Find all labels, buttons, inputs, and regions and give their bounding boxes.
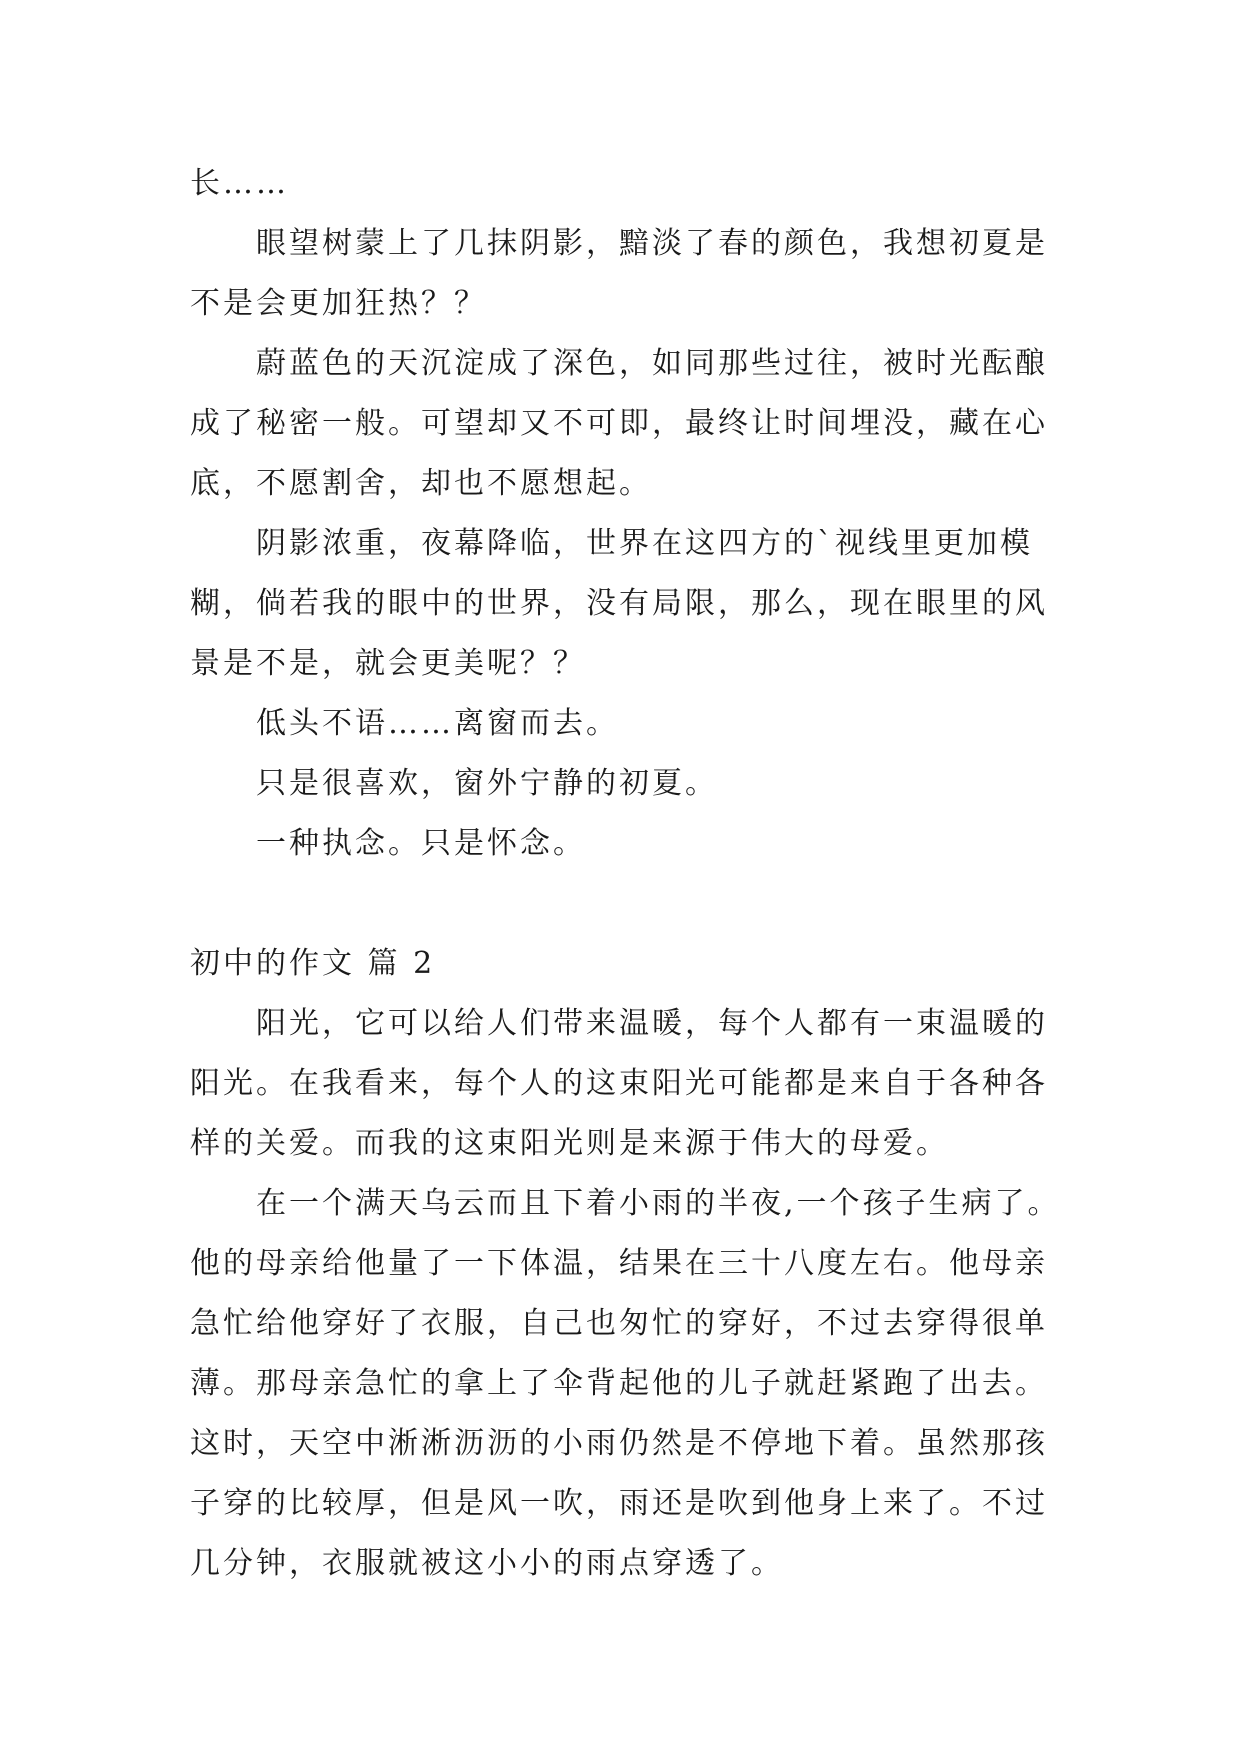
paragraph-line: 成了秘密一般。可望却又不可即，最终让时间埋没，藏在心: [190, 406, 1048, 441]
paragraph-line: 不是会更加狂热？？: [190, 286, 487, 321]
paragraph-line: 底，不愿割舍，却也不愿想起。: [190, 466, 652, 501]
paragraph-line: 急忙给他穿好了衣服，自己也匆忙的穿好，不过去穿得很单: [190, 1306, 1048, 1341]
paragraph-line: 薄。那母亲急忙的拿上了伞背起他的儿子就赶紧跑了出去。: [190, 1366, 1048, 1401]
paragraph-line: 蔚蓝色的天沉淀成了深色，如同那些过往，被时光酝酿: [256, 346, 1048, 381]
paragraph-line: 阳光。在我看来，每个人的这束阳光可能都是来自于各种各: [190, 1066, 1048, 1101]
paragraph-line: 几分钟，衣服就被这小小的雨点穿透了。: [190, 1546, 784, 1581]
paragraph-line: 子穿的比较厚，但是风一吹，雨还是吹到他身上来了。不过: [190, 1486, 1048, 1521]
paragraph-line: 眼望树蒙上了几抹阴影，黯淡了春的颜色，我想初夏是: [256, 226, 1048, 261]
paragraph-line: 样的关爱。而我的这束阳光则是来源于伟大的母爱。: [190, 1126, 949, 1161]
paragraph-line: 一种执念。只是怀念。: [256, 826, 586, 861]
paragraph-line: 他的母亲给他量了一下体温，结果在三十八度左右。他母亲: [190, 1246, 1048, 1281]
paragraph-line: 阳光，它可以给人们带来温暖，每个人都有一束温暖的: [256, 1006, 1048, 1041]
paragraph-line: 糊，倘若我的眼中的世界，没有局限，那么，现在眼里的风: [190, 586, 1048, 621]
paragraph-line: 这时，天空中淅淅沥沥的小雨仍然是不停地下着。虽然那孩: [190, 1426, 1048, 1461]
paragraph-line: 长……: [190, 166, 289, 201]
paragraph-line: 低头不语……离窗而去。: [256, 706, 619, 741]
section-heading: 初中的作文 篇 2: [190, 946, 436, 981]
paragraph-line: 只是很喜欢，窗外宁静的初夏。: [256, 766, 718, 801]
paragraph-line: 在一个满天乌云而且下着小雨的半夜,一个孩子生病了。: [256, 1186, 1061, 1221]
paragraph-line: 阴影浓重，夜幕降临，世界在这四方的`视线里更加模: [256, 526, 1033, 561]
paragraph-line: 景是不是，就会更美呢？？: [190, 646, 586, 681]
